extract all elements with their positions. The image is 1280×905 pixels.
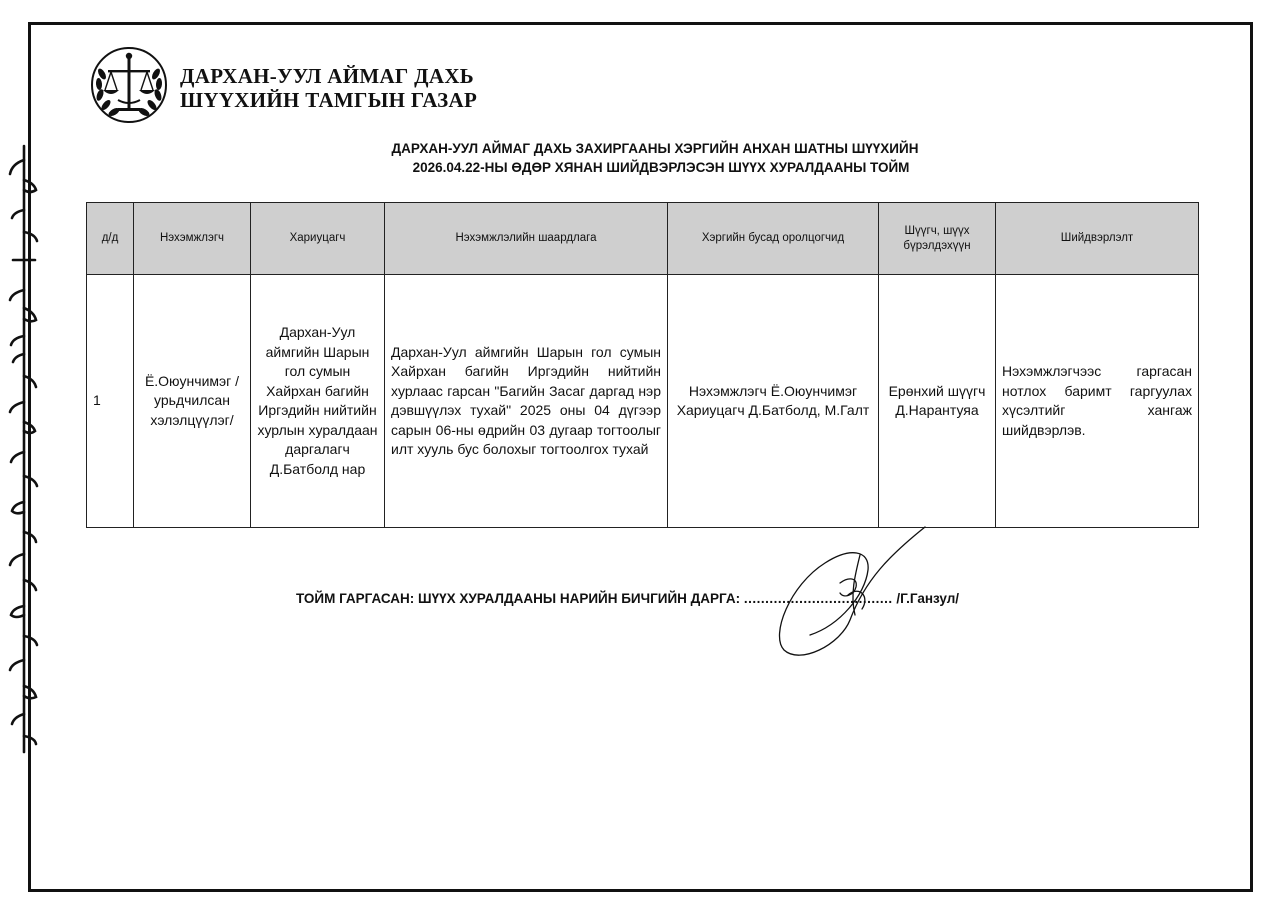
document-title-line2: 2026.04.22-НЫ ӨДӨР ХЯНАН ШИЙДВЭРЛЭСЭН ШҮҮХ ХУРАЛДААНЫ ТОЙМ (412, 160, 910, 175)
cell-decision: Нэхэмжлэгчээс гаргасан нотлох баримт гаргуулах хүсэлтийг хангаж шийдвэрлэв. (996, 275, 1199, 528)
table-header-row (87, 203, 1199, 275)
column-header-judge: Шүүгч, шүүх бүрэлдэхүүн (879, 203, 996, 275)
cell-number: 1 (87, 275, 134, 528)
org-name-line2: ШҮҮХИЙН ТАМГЫН ГАЗАР (180, 88, 478, 112)
mongolian-script-vertical-text-icon (4, 140, 44, 760)
document-title (300, 139, 1010, 177)
cell-other-participants: Нэхэмжлэгч Ё.Оюунчимэг Хариуцагч Д.Батболд, М.Галт (668, 275, 879, 528)
organization-name (180, 64, 477, 112)
column-header-claim: Нэхэмжлэлийн шаардлага (385, 203, 668, 275)
column-header-defendant: Хариуцагч (251, 203, 385, 275)
cell-defendant: Дархан-Уул аймгийн Шарын гол сумын Хайрхан багийн Иргэдийн нийтийн хурлын хуралдаан даргалагч Д.Батболд нар (251, 275, 385, 528)
cell-claim: Дархан-Уул аймгийн Шарын гол сумын Хайрхан багийн Иргэдийн нийтийн хурлаас гарсан "Багийн Засаг даргад нэр дэвшүүлэх тухай" 2025 оны 04 дүгээр сарын 06-ны өдрийн 03 дугаар тогтоолыг илт хууль бус болохыг тогтоолгох тухай (385, 275, 668, 528)
secretary-name: /Г.Ганзул/ (896, 591, 960, 606)
org-name-line1: ДАРХАН-УУЛ АЙМАГ ДАХЬ (180, 64, 474, 88)
cell-judge: Ерөнхий шүүгч Д.Нарантуяа (879, 275, 996, 528)
column-header-decision: Шийдвэрлэлт (996, 203, 1199, 275)
court-scales-emblem-icon (88, 44, 170, 126)
prepared-by-label: ТОЙМ ГАРГАСАН: ШҮҮХ ХУРАЛДААНЫ НАРИЙН БИЧГИЙН ДАРГА: (296, 591, 741, 606)
cell-plaintiff: Ё.Оюунчимэг /урьдчилсан хэлэлцүүлэг/ (134, 275, 251, 528)
document-title-line1: ДАРХАН-УУЛ АЙМАГ ДАХЬ ЗАХИРГААНЫ ХЭРГИЙН АНХАН ШАТНЫ ШҮҮХИЙН (391, 141, 919, 156)
signature-dots: ................................... (743, 591, 893, 606)
handwritten-signature-icon (770, 525, 940, 665)
table-row (87, 275, 1199, 528)
column-header-other-participants: Хэргийн бусад оролцогчид (668, 203, 879, 275)
hearing-summary-table (86, 202, 1199, 528)
column-header-plaintiff: Нэхэмжлэгч (134, 203, 251, 275)
column-header-number: д/д (87, 203, 134, 275)
